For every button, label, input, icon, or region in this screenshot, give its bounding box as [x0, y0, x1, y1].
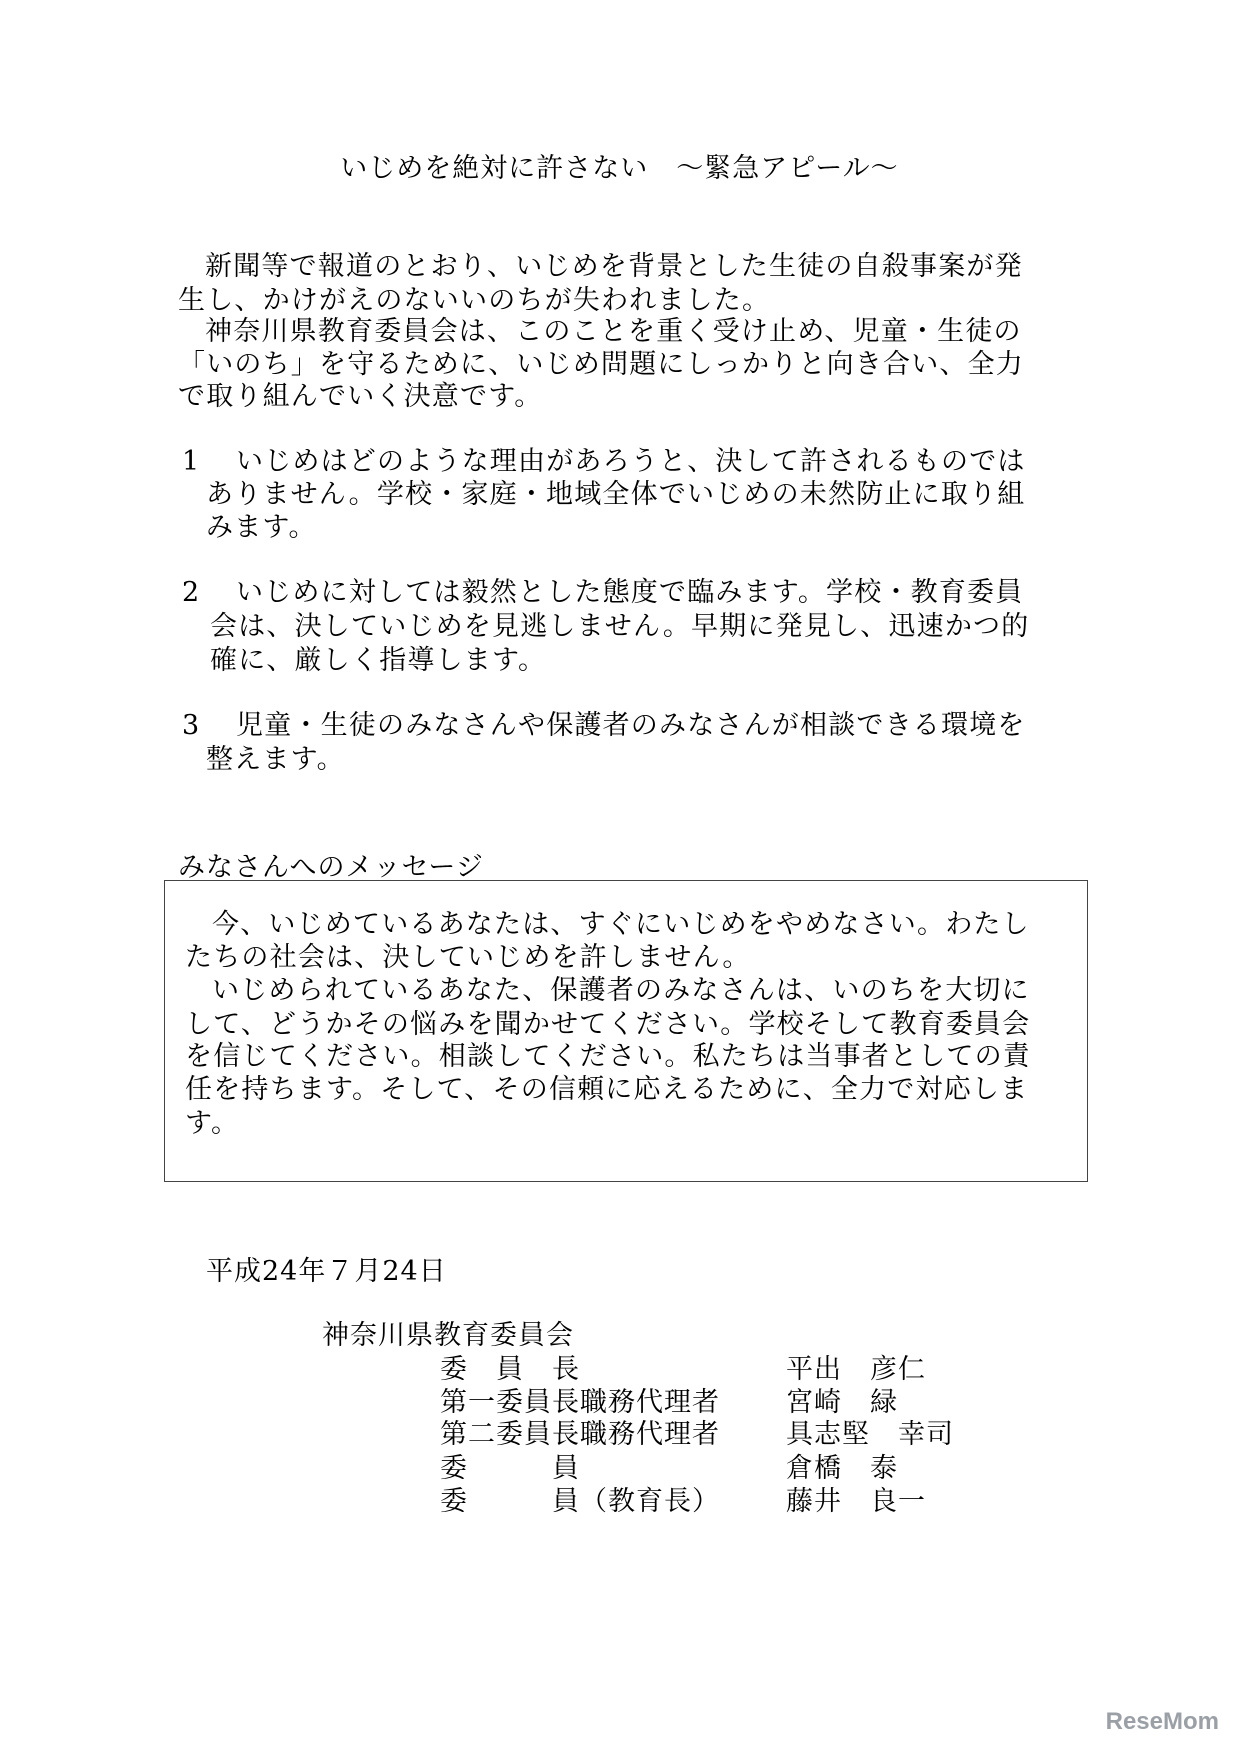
member-role: 委 員（教育長）: [440, 1486, 720, 1517]
item-line: ありません。学校・家庭・地域全体でいじめの未然防止に取り組: [206, 479, 1026, 510]
member-name: 具志堅 幸司: [786, 1419, 954, 1450]
intro-line: 生し、かけがえのないいのちが失われました。: [178, 285, 771, 316]
message-line: 任を持ちます。そして、その信頼に応えるために、全力で対応しま: [185, 1074, 1029, 1105]
member-role: 委 員: [440, 1453, 580, 1484]
intro-line: で取り組んでいく決意です。: [178, 381, 543, 412]
organization-name: 神奈川県教育委員会: [322, 1320, 574, 1351]
message-line: を信じてください。相談してください。私たちは当事者としての責: [185, 1041, 1031, 1072]
item-number: 2: [182, 577, 201, 608]
document-title: いじめを絶対に許さない ～緊急アピール～: [340, 153, 899, 184]
document-date: 平成24年７月24日: [206, 1256, 447, 1287]
intro-line: 新聞等で報道のとおり、いじめを背景とした生徒の自殺事案が発: [205, 251, 1023, 282]
resemom-watermark-logo: ReseMom: [1105, 1708, 1219, 1735]
item-number: 3: [182, 710, 201, 741]
message-line: たちの社会は、決していじめを許しません。: [185, 942, 751, 973]
member-name: 宮崎 緑: [786, 1387, 898, 1418]
message-line: 今、いじめているあなたは、すぐにいじめをやめなさい。わたし: [212, 909, 1030, 940]
member-role: 委 員 長: [440, 1354, 580, 1385]
message-line: いじめられているあなた、保護者のみなさんは、いのちを大切に: [212, 975, 1030, 1006]
member-name: 倉橋 泰: [786, 1453, 898, 1484]
item-line: いじめはどのような理由があろうと、決して許されるものでは: [236, 446, 1026, 477]
item-line: 児童・生徒のみなさんや保護者のみなさんが相談できる環境を: [236, 710, 1026, 741]
intro-line: 神奈川県教育委員会は、このことを重く受け止め、児童・生徒の: [205, 316, 1022, 347]
item-line: 確に、厳しく指導します。: [210, 645, 547, 676]
item-line: いじめに対しては毅然とした態度で臨みます。学校・教育委員: [236, 577, 1024, 608]
item-line: みます。: [206, 512, 317, 543]
item-number: 1: [182, 446, 201, 477]
member-role: 第一委員長職務代理者: [440, 1387, 720, 1418]
member-name: 藤井 良一: [786, 1486, 926, 1517]
item-line: 会は、決していじめを見逃しません。早期に発見し、迅速かつ的: [210, 611, 1030, 642]
intro-line: 「いのち」を守るために、いじめ問題にしっかりと向き合い、全力: [178, 349, 1024, 380]
member-role: 第二委員長職務代理者: [440, 1419, 720, 1450]
message-heading: みなさんへのメッセージ: [178, 852, 484, 883]
message-line: して、どうかその悩みを聞かせてください。学校そして教育委員会: [185, 1009, 1031, 1040]
member-name: 平出 彦仁: [786, 1354, 926, 1385]
item-line: 整えます。: [206, 744, 345, 775]
message-line: す。: [185, 1108, 240, 1139]
